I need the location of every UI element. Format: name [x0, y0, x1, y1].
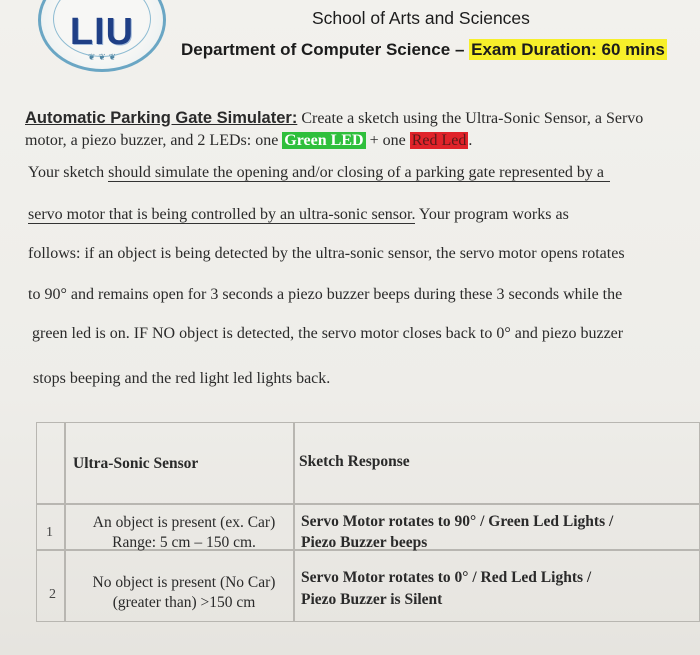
department-name: Department of Computer Science – [181, 40, 465, 59]
table-col-divider-2 [293, 423, 295, 621]
line2-end: Your program works as [415, 206, 569, 223]
intro-period: . [468, 132, 473, 149]
row-1-number: 1 [46, 525, 53, 540]
task-intro [25, 107, 675, 152]
table-row-divider-1 [37, 503, 699, 505]
line2-underlined: servo motor that is being controlled by an ultra-sonic sensor. [28, 206, 416, 223]
description-line-4: to 90° and remains open for 3 seconds a piezo buzzer beeps during these 3 seconds while the [28, 286, 623, 303]
line1-underlined: should simulate the opening and/or closing of a parking gate represented by a [108, 164, 610, 182]
task-intro-text: Create a sketch using the Ultra-Sonic Sensor, a Servo motor, a piezo buzzer, and 2 LEDs: one [25, 110, 644, 149]
university-logo [38, 0, 166, 72]
description-line-6: stops beeping and the red light led lights back. [33, 370, 331, 387]
row-1-sensor [79, 513, 289, 553]
row-1-sensor-line-2: Range: 5 cm – 150 cm. [112, 534, 256, 551]
school-name: School of Arts and Sciences [312, 8, 530, 28]
row-1-response-line-1: Servo Motor rotates to 90° / Green Led Lights / [301, 513, 614, 530]
row-2-response-line-1: Servo Motor rotates to 0° / Red Led Lights / [301, 569, 592, 586]
green-led-label: Green LED [284, 132, 364, 149]
header-ultrasonic: Ultra-Sonic Sensor [73, 455, 199, 472]
row-1-response-line-2: Piezo Buzzer beeps [301, 534, 428, 551]
description-line-2 [28, 206, 569, 224]
department-line [181, 40, 667, 60]
logo-subtext-icon: ❦ ❦ ❦ [87, 53, 117, 63]
description-line-1 [28, 164, 610, 182]
row-2-number: 2 [49, 587, 56, 602]
plus-one-text: + one [369, 132, 406, 149]
exam-duration: Exam Duration: 60 mins [471, 40, 665, 59]
table-col-divider-1 [64, 423, 66, 621]
row-2-sensor-line-1: No object is present (No Car) [92, 574, 276, 591]
description-line-3: follows: if an object is being detected by the ultra-sonic sensor, the servo motor opens rotates [28, 245, 625, 262]
row-2-response [301, 567, 591, 611]
task-title: Automatic Parking Gate Simulater: [25, 109, 298, 127]
header-sketch-response: Sketch Response [299, 453, 410, 470]
row-2-response-line-2: Piezo Buzzer is Silent [301, 591, 443, 608]
row-1-sensor-line-1: An object is present (ex. Car) [92, 514, 276, 531]
row-2-sensor [79, 573, 289, 613]
logo-text: LIU [69, 11, 135, 53]
line1-start: Your sketch [28, 164, 105, 181]
description-line-5: green led is on. IF NO object is detected, the servo motor closes back to 0° and piezo buzzer [32, 325, 624, 342]
red-led-label: Red Led [411, 132, 467, 149]
behavior-table [36, 422, 700, 622]
row-2-sensor-line-2: (greater than) >150 cm [112, 594, 256, 611]
row-1-response [301, 511, 613, 553]
